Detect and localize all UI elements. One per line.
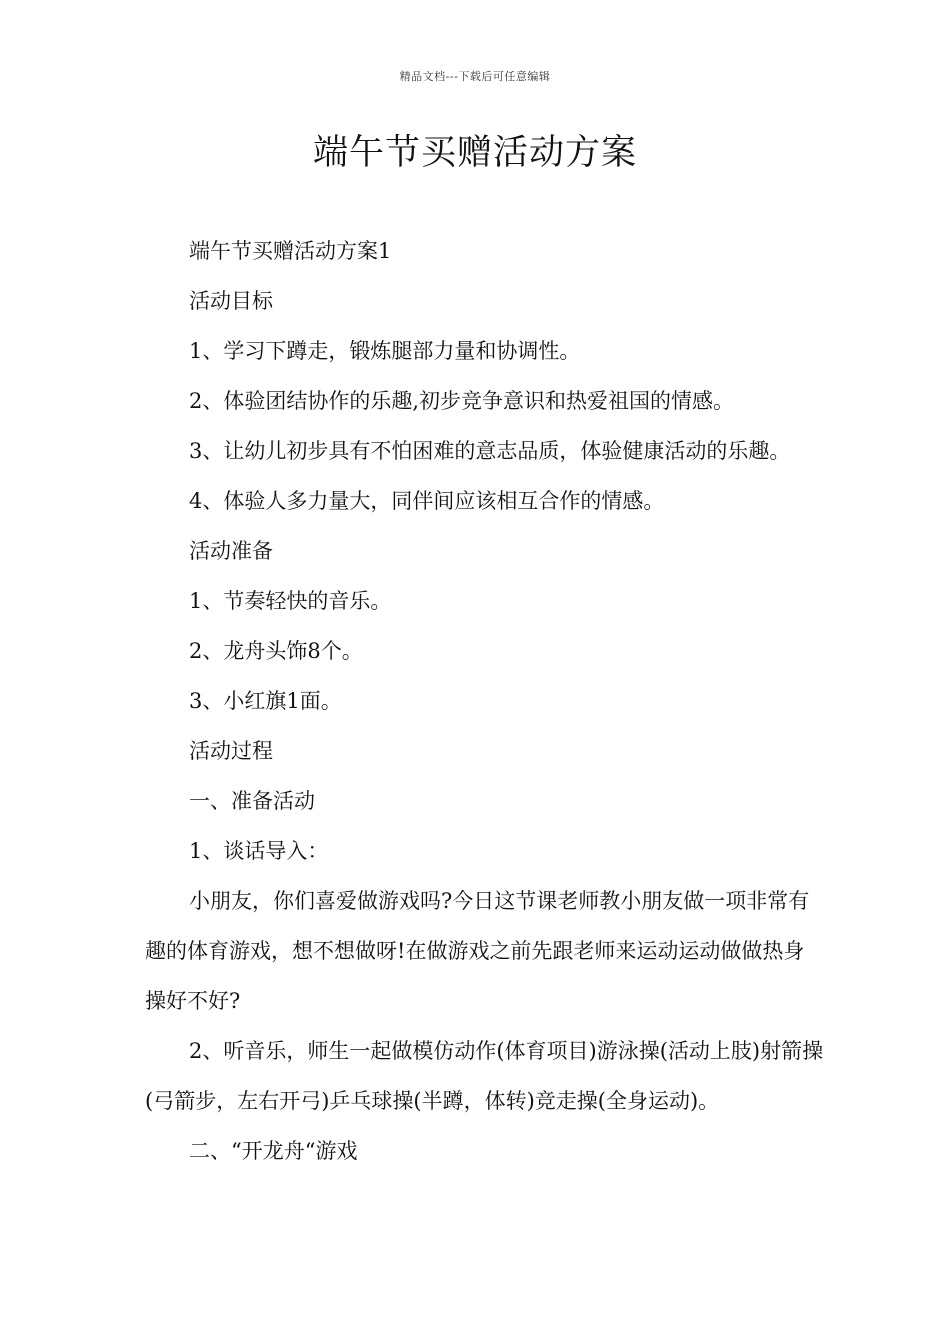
paragraph-goal-1: 1、学习下蹲走，锻炼腿部力量和协调性。 bbox=[189, 339, 581, 363]
paragraph-prep-3: 3、小红旗1面。 bbox=[189, 689, 342, 713]
paragraph-step-1-1-text: 小朋友，你们喜爱做游戏吗?今日这节课老师教小朋友做一项非常有趣的体育游戏，想不想做呀!在做游戏之前先跟老师来运动运动做做热身操好不好? bbox=[145, 889, 810, 1013]
document-title: 端午节买赠活动方案 bbox=[312, 133, 637, 173]
header-note: 精品文档---下载后可任意编辑 bbox=[399, 70, 551, 83]
paragraph-prep-1: 1、节奏轻快的音乐。 bbox=[189, 589, 392, 613]
paragraph-goal-2: 2、体验团结协作的乐趣,初步竞争意识和热爱祖国的情感。 bbox=[189, 389, 735, 413]
paragraph-goal-3: 3、让幼儿初步具有不怕困难的意志品质，体验健康活动的乐趣。 bbox=[189, 439, 791, 463]
paragraph-step-1-2: 2、听音乐，师生一起做模仿动作(体育项目)游泳操(活动上肢)射箭操(弓箭步，左右开弓)乒乓球操(半蹲，体转)竞走操(全身运动)。 bbox=[145, 1039, 824, 1113]
paragraph-section-heading: 端午节买赠活动方案1 bbox=[189, 239, 392, 263]
paragraph-prep-2: 2、龙舟头饰8个。 bbox=[189, 639, 363, 663]
paragraph-goal-heading: 活动目标 bbox=[189, 289, 273, 313]
paragraph-process-heading: 活动过程 bbox=[189, 739, 273, 763]
paragraph-step-1-heading: 一、准备活动 bbox=[189, 789, 315, 813]
paragraph-prep-heading: 活动准备 bbox=[189, 539, 273, 563]
paragraph-goal-4: 4、体验人多力量大，同伴间应该相互合作的情感。 bbox=[189, 489, 665, 513]
paragraph-step-2-heading: 二、“开龙舟“游戏 bbox=[189, 1139, 358, 1163]
document-body bbox=[145, 226, 825, 1176]
paragraph-step-1-1: 1、谈话导入： bbox=[189, 839, 329, 863]
